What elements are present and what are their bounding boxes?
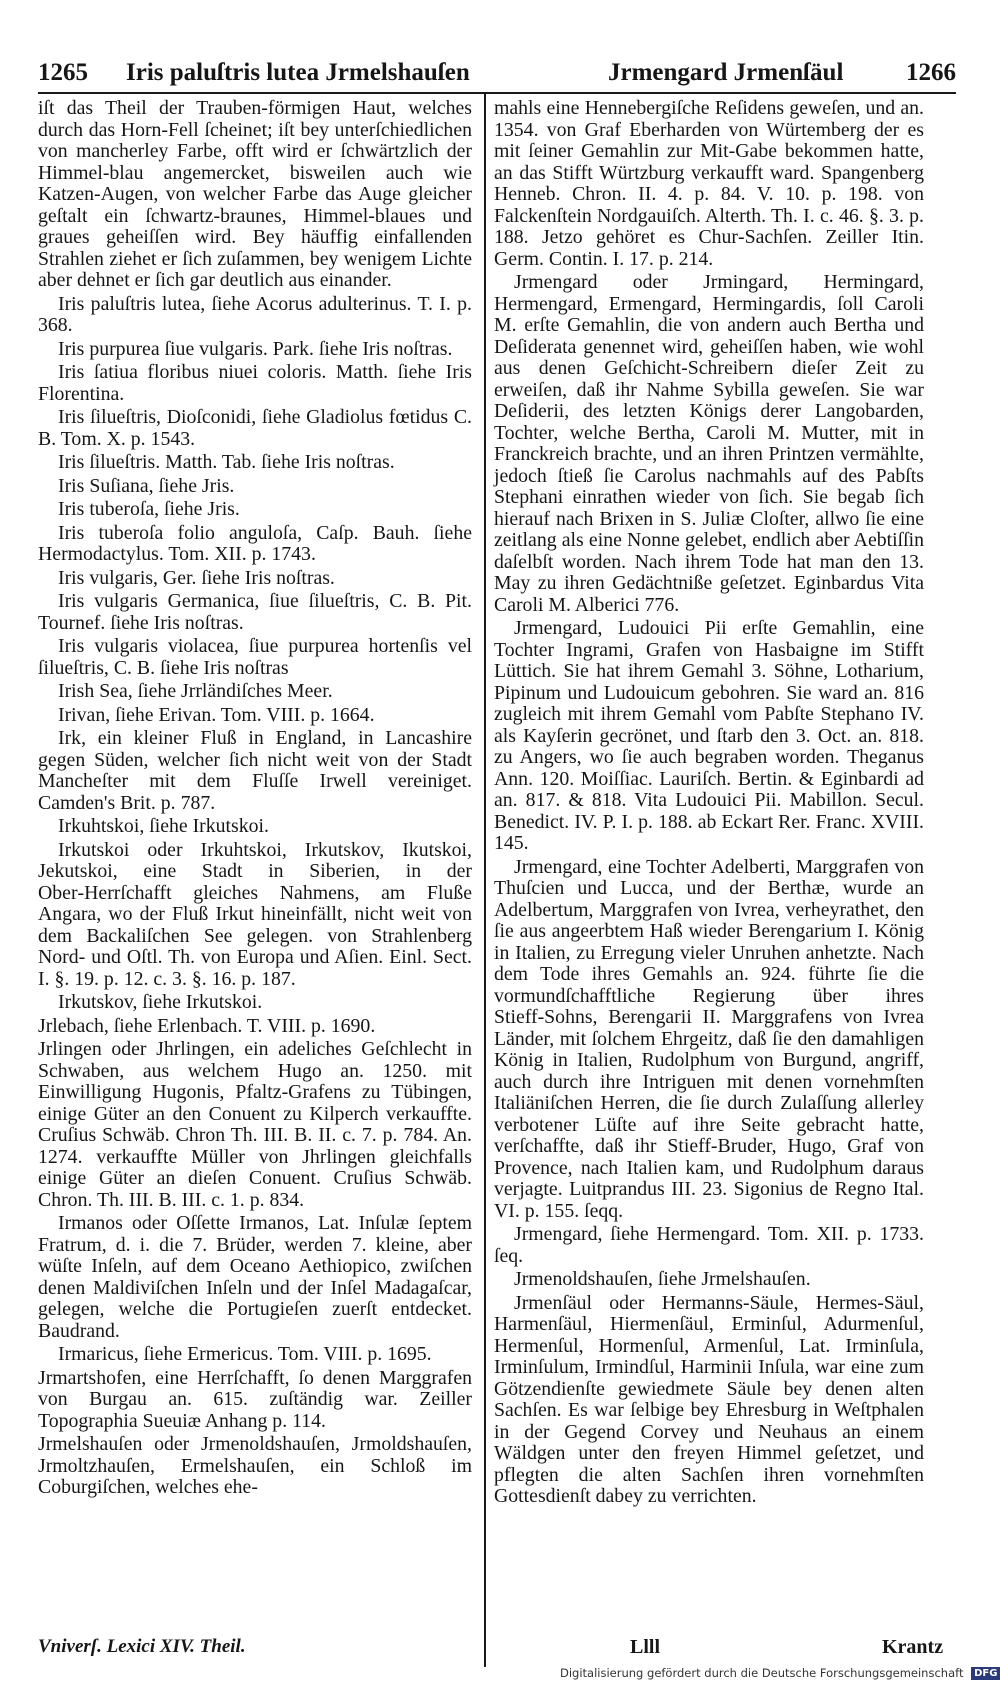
entry-paragraph: Iris tuberoſa, ſiehe Jris.	[58, 498, 240, 520]
entry-paragraph: Jrmengard oder Jrmingard, Hermingard, Hermengard, Ermengard, Hermingardis, ſoll Caroli M. erſte Gemahlin, die von andern auch Bertha und Deſiderata genennet wird, geheiſſen haben, wie wohl aus denen Geſchicht‑Schreibern dieſer Zeit zu erweiſen, daß ihr Nahme Sybilla geweſen. Sie war Deſiderii, des letzten Königs derer Langobarden, Tochter, welche Bertha, Caroli M. Mutter, mit in Franckreich brachte, und an ihren Printzen vermählte, jedoch ſtieß ſie Carolus nachmahls auf des Pabſts Stephani einrathen wieder von ſich. Sie begab ſich hierauf nach Brixen in S. Juliæ Cloſter, allwo ſie eine zeitlang als eine Nonne gelebet, endlich aber Aebtiſſin daſelbſt worden. Nach ihrem Tode hat man den 13. May zu ihren Gedächtniße geſetzet. Eginbardus Vita Caroli M. Alberici 776.	[494, 271, 924, 616]
entry-paragraph: Iris ſilueſtris. Matth. Tab. ſiehe Iris noſtras.	[58, 451, 395, 473]
right-column	[494, 98, 924, 1658]
entry-paragraph: Jrmengard, ſiehe Hermengard. Tom. XII. p. 1733. ſeq.	[494, 1223, 924, 1267]
right-page-number: 1266	[906, 59, 956, 86]
entry-paragraph: Iris vulgaris Germanica, ſiue ſilueſtris, C. B. Pit. Tournef. ſiehe Iris noſtras.	[38, 590, 472, 634]
entry-paragraph: Irmanos oder Oſſette Irmanos, Lat. Inſulæ ſeptem Fratrum, d. i. die 7. Brüder, werden 7. kleine, aber wüſte Inſeln, auf dem Oceano Aethiopico, zwiſchen denen Maldiviſchen Inſeln und der Inſel Madagaſcar, gelegen, welche die Portugieſen zuerſt entdecket. Baudrand.	[38, 1212, 472, 1342]
entry-paragraph: Irkutskoi oder Irkuhtskoi, Irkutskov, Ikutskoi, Jekutskoi, eine Stadt in Siberien, in der Ober‑Herrſchafft gleiches Nahmens, am Fluße Angara, wo der Fluß Irkut hineinfällt, nicht weit von dem Backaliſchen See gelegen. von Strahlenberg Nord‑ und Oſtl. Th. von Europa und Aſien. Einl. Sect. I. §. 19. p. 12. c. 3. §. 16. p. 187.	[38, 838, 472, 990]
entry-paragraph: Jrmenſäul oder Hermanns‑Säule, Hermes‑Säul, Harmenſäul, Hiermenſäul, Erminſul, Adurmenſul, Hermenſul, Hormenſul, Armenſul, Lat. Irminſula, Irminſulum, Irmindſul, Harminii Inſula, war eine zum Götzendienſte gewiedmete Säule bey denen alten Sachſen. Es war ſelbige bey Ehresburg in Weſtphalen in der Gegend Corvey und Neuhaus an einem Wäldgen unter den freyen Himmel geſetzet, und pflegten die alten Sachſen ihren vornehmſten Gottesdienſt dabey zu verrichten.	[494, 1291, 924, 1507]
entry-paragraph: Iris purpurea ſiue vulgaris. Park. ſiehe Iris noſtras.	[58, 337, 453, 360]
entry-paragraph: Iris Suſiana, ſiehe Jris.	[58, 474, 235, 497]
catchword: Krantz	[882, 1636, 944, 1658]
left-catchwords: Iris paluſtris lutea Jrmelshauſen	[126, 59, 470, 86]
credit-text: Digitalisierung gefördert durch die Deutsche Forschungsgemeinschaft	[560, 1666, 964, 1680]
sheet-mark: Llll	[630, 1636, 661, 1658]
signature-mark: Vniverſ. Lexici XIV. Theil.	[38, 1636, 246, 1657]
entry-paragraph: Irish Sea, ſiehe Jrrländiſches Meer.	[58, 680, 333, 702]
entry-paragraph: Jrmengard, Ludouici Pii erſte Gemahlin, eine Tochter Ingrami, Grafen von Hasbaigne im Stifft Lüttich. Sie hat ihrem Gemahl 3. Söhne, Lotharium, Pipinum und Ludouicum gebohren. Sie ward an. 816 zugleich mit ihrem Gemahl vom Pabſte Stephano IV. als Kayſerin gecrönet, und ſtarb den 3. Oct. an. 818. zu Angers, wo ſie auch begraben worden. Theganus Ann. 120. Moiſſiac. Lauriſch. Bertin. & Eginbardi ad an. 817. & 818. Vita Ludouici Pii. Mabillon. Secul. Benedict. IV. P. I. p. 188. ab Eckart Rer. Franc. XVIII. 145.	[494, 617, 924, 854]
dfg-logo: DFG	[971, 1667, 1000, 1680]
left-page-number: 1265	[38, 59, 88, 86]
running-header	[38, 54, 956, 92]
entry-paragraph: Jrmenoldshauſen, ſiehe Jrmelshauſen.	[514, 1268, 811, 1290]
header-rule	[38, 92, 956, 94]
entry-paragraph: Iris tuberoſa folio anguloſa, Caſp. Bauh. ſiehe Hermodactylus. Tom. XII. p. 1743.	[38, 521, 472, 565]
entry-paragraph: Jrlingen oder Jhrlingen, ein adeliches Geſchlecht in Schwaben, aus welchem Hugo an. 1250. mit Einwilligung Hugonis, Pfaltz‑Grafens zu Tübingen, einige Güter an den Conuent zu Kilperch verkauffte. Cruſius Schwäb. Chron Th. III. B. II. c. 7. p. 784. An. 1274. verkauffte Müller von Jhrlingen gleichfalls einige Güter an dieſen Conuent. Cruſius Schwäb. Chron. Th. III. B. III. c. 1. p. 834.	[38, 1038, 472, 1211]
entry-paragraph: Irk, ein kleiner Fluß in England, in Lancashire gegen Süden, welcher ſich nicht weit von der Stadt Mancheſter mit dem Fluſſe Irwell vereiniget. Camden's Brit. p. 787.	[38, 727, 472, 814]
entry-paragraph: Jrmartshofen, eine Herrſchafft, ſo denen Marggrafen von Burgau an. 615. zuſtändig war. Zeiller Topographia Sueuiæ Anhang p. 114.	[38, 1366, 472, 1432]
left-column	[38, 98, 472, 1658]
entry-paragraph: Irkutskov, ſiehe Irkutskoi.	[58, 991, 263, 1013]
entry-paragraph: Jrlebach, ſiehe Erlenbach. T. VIII. p. 1690.	[38, 1014, 376, 1037]
entry-paragraph: Jrmelshauſen oder Jrmenoldshauſen, Jrmoldshauſen, Jrmoltzhauſen, Ermelshauſen, ein Schloß im Coburgiſchen, welches ehe‑	[38, 1433, 472, 1498]
right-catchwords: Jrmengard Jrmenſäul	[608, 59, 844, 86]
entry-paragraph: Jrmengard, eine Tochter Adelberti, Marggrafen von Thuſcien und Lucca, und der Berthæ, wurde an Adelbertum, Marggrafen von Ivrea, verheyrathet, den ſie aus angeerbtem Haß wieder Berengarium I. König in Italien, zu Erregung vieler Unruhen anhetzte. Nach dem Tode ihres Gemahls an. 924. führte ſie die vormundſchafftliche Regierung über ihres Stieff‑Sohns, Berengarii II. Marggrafens von Ivrea Länder, mit ſolchem Ehrgeitz, daß ſie den damahligen König in Italien, Rudolphum von Burgund, angriff, auch durch ihre Intriguen mit denen vornehmſten Italiäniſchen Herren, die ſie durch Zulaſſung allerley verbotener Lüſte auf ihre Seite gebracht hatte, verſchaffte, daß ihr Stieff‑Bruder, Hugo, Graf von Provence, nach Italien kam, und Rudolphum daraus verjagte. Luitprandus III. 23. Sigonius de Regno Ital. VI. p. 155. ſeqq.	[494, 855, 924, 1222]
entry-paragraph: Irivan, ſiehe Erivan. Tom. VIII. p. 1664.	[58, 703, 375, 726]
entry-paragraph: Irkuhtskoi, ſiehe Irkutskoi.	[58, 815, 269, 837]
entry-paragraph: mahls eine Hennebergiſche Reſidens geweſen, und an. 1354. von Graf Eberharden von Würtemberg der es mit ſeiner Gemahlin zur Mit‑Gabe bekommen hatte, an das Stifft Würtzburg verkaufft ward. Spangenberg Henneb. Chron. II. 4. p. 84. V. 10. p. 198. von Falckenſtein Nordgauiſch. Alterth. Th. I. c. 46. §. 3. p. 188. Jetzo gehöret es Chur‑Sachſen. Zeiller Itin. Germ. Contin. I. 17. p. 214.	[494, 97, 924, 270]
entry-paragraph: Iris paluſtris lutea, ſiehe Acorus adulterinus. T. I. p. 368.	[38, 292, 472, 336]
entry-paragraph: Iris vulgaris violacea, ſiue purpurea hortenſis vel ſilueſtris, C. B. ſiehe Iris noſtras	[38, 635, 472, 679]
entry-paragraph: Iris ſilueſtris, Dioſconidi, ſiehe Gladiolus fœtidus C. B. Tom. X. p. 1543.	[38, 406, 472, 450]
entry-paragraph: Iris ſatiua floribus niuei coloris. Matth. ſiehe Iris Florentina.	[38, 361, 472, 405]
entry-paragraph: Irmaricus, ſiehe Ermericus. Tom. VIII. p. 1695.	[58, 1343, 432, 1365]
column-rule	[484, 92, 486, 1667]
entry-paragraph: Iris vulgaris, Ger. ſiehe Iris noſtras.	[58, 566, 335, 589]
entry-paragraph: iſt das Theil der Trauben‑förmigen Haut, welches durch das Horn‑Fell ſcheinet; iſt bey unterſchiedlichen von mancherley Farbe, offt wird er ſchwärtzlich der Himmel‑blau angemercket, bisweilen auch wie Katzen‑Augen, von welcher Farbe das Auge gleicher geſtalt ein ſchwartz‑braunes, Himmel‑blaues und graues geheiſſen wird. Bey häuffig einfallenden Strahlen ziehet er ſich zuſammen, bey wenigem Lichte aber dehnet er ſich gar deutlich aus einander.	[38, 97, 472, 291]
digitization-credit	[560, 1666, 998, 1684]
